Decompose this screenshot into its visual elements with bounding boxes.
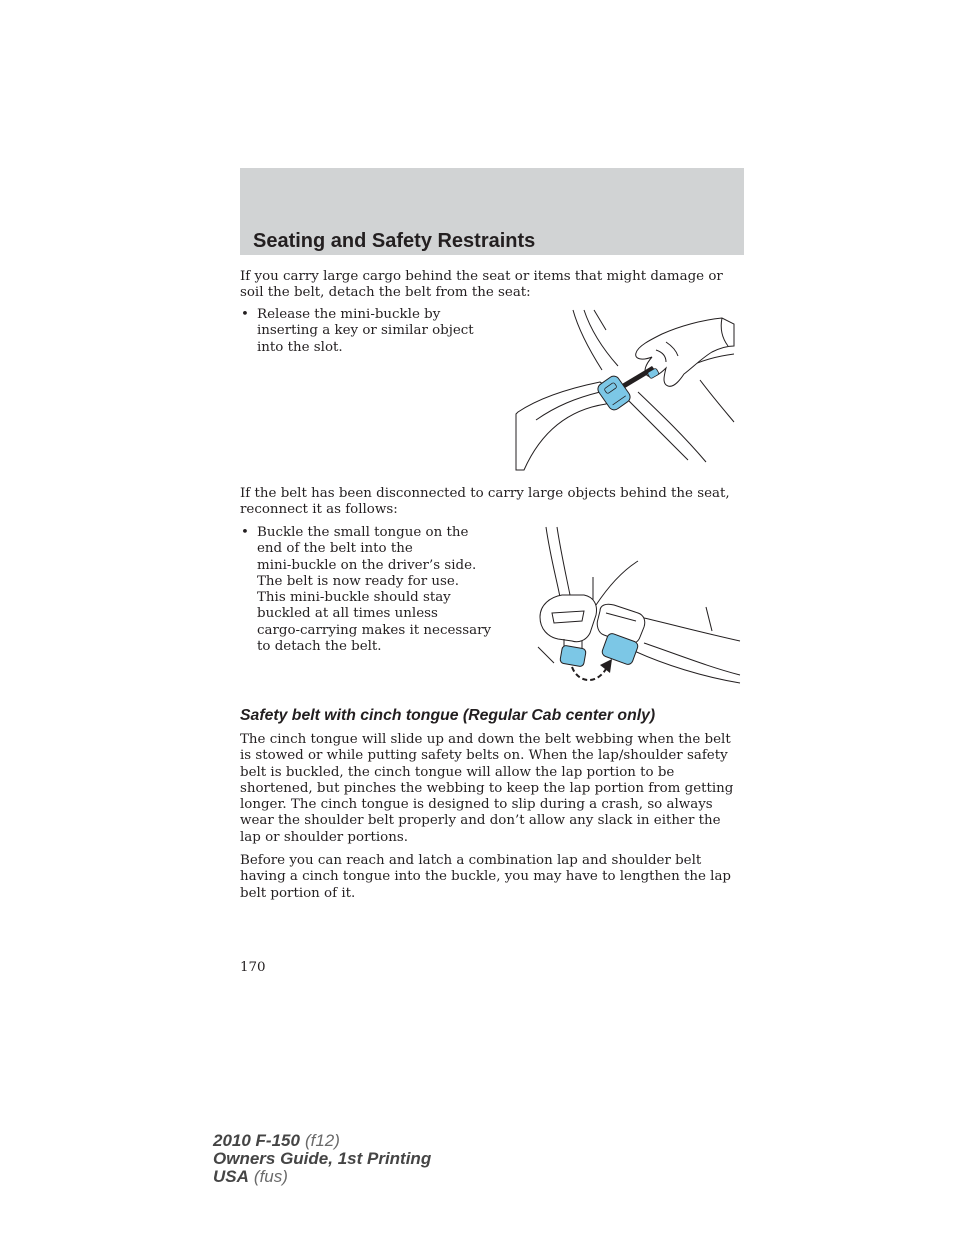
page-number: 170	[240, 960, 266, 975]
mini-buckle-release-illustration	[516, 308, 736, 472]
bullet-item-buckle	[240, 525, 510, 657]
print-footer	[213, 1132, 431, 1186]
paragraph-line: belt portion of it.	[240, 885, 356, 901]
cinch-tongue-paragraph	[240, 732, 733, 846]
paragraph-line: having a cinch tongue into the buckle, you may have to lengthen the lap	[240, 869, 732, 885]
bullet-line: cargo-carrying makes it necessary	[257, 622, 492, 638]
paragraph-line: If you carry large cargo behind the seat or items that might damage or	[240, 269, 723, 284]
belt-tongue-plate	[540, 595, 597, 649]
footer-region-code: (fus)	[253, 1167, 288, 1186]
blue-mini-buckle	[596, 374, 633, 412]
bullet-line: This mini-buckle should stay	[257, 590, 451, 606]
lap-belt-webbing	[630, 617, 740, 683]
paragraph-line: lap or shoulder portions.	[240, 829, 408, 845]
bullet-item-release	[240, 307, 500, 357]
paragraph-line: Before you can reach and latch a combination lap and shoulder belt	[240, 853, 702, 868]
bullet-marker: •	[241, 525, 249, 540]
footer-model-line	[213, 1132, 431, 1150]
section-heading-cinch-tongue: Safety belt with cinch tongue (Regular Cab center only)	[240, 707, 656, 724]
paragraph-line: The cinch tongue will slide up and down the belt webbing when the belt	[240, 732, 731, 747]
bullet-line: The belt is now ready for use.	[257, 573, 460, 589]
mini-buckle-reconnect-illustration	[534, 525, 742, 687]
footer-model: 2010 F-150	[213, 1131, 300, 1150]
paragraph-line: soil the belt, detach the belt from the seat:	[240, 285, 531, 301]
belt-webbing	[516, 382, 608, 470]
bullet-line: end of the belt into the	[257, 541, 413, 557]
bullet-line: Buckle the small tongue on the	[257, 525, 469, 540]
tongue-blue-tip	[560, 645, 587, 667]
paragraph-line: longer. The cinch tongue is designed to slip during a crash, so always	[240, 797, 713, 813]
footer-region: USA	[213, 1167, 249, 1186]
paragraph-line: is stowed or while putting safety belts on. When the lap/shoulder safety	[240, 748, 728, 764]
bullet-line: into the slot.	[257, 339, 343, 355]
footer-edition-line: Owners Guide, 1st Printing	[213, 1149, 432, 1168]
intro-paragraph-reconnect	[240, 486, 730, 519]
footer-region-line	[213, 1168, 431, 1186]
bullet-line: mini-buckle on the driver’s side.	[257, 557, 477, 573]
shoulder-belt-webbing	[546, 527, 570, 597]
paragraph-line: belt is buckled, the cinch tongue will allow the lap portion to be	[240, 764, 675, 780]
paragraph-line: If the belt has been disconnected to carry large objects behind the seat,	[240, 486, 730, 501]
bullet-marker: •	[241, 307, 249, 322]
bullet-line: inserting a key or similar object	[257, 323, 474, 339]
intro-paragraph-detach	[240, 269, 723, 302]
lengthen-lap-belt-paragraph	[240, 853, 731, 902]
bullet-line: to detach the belt.	[257, 639, 382, 655]
section-header-band	[240, 168, 744, 255]
page-title: Seating and Safety Restraints	[253, 230, 536, 252]
paragraph-line: wear the shoulder belt properly and don’t allow any slack in either the	[240, 813, 721, 829]
bullet-text	[257, 307, 474, 356]
paragraph-line: reconnect it as follows:	[240, 502, 398, 518]
bullet-text	[257, 525, 491, 655]
paragraph-line: shortened, but pinches the webbing to keep the lap portion from getting	[240, 780, 734, 796]
bullet-line: Release the mini-buckle by	[257, 307, 441, 322]
key-drawing	[622, 366, 659, 388]
bullet-line: buckled at all times unless	[257, 606, 438, 622]
footer-model-code: (f12)	[304, 1131, 340, 1150]
